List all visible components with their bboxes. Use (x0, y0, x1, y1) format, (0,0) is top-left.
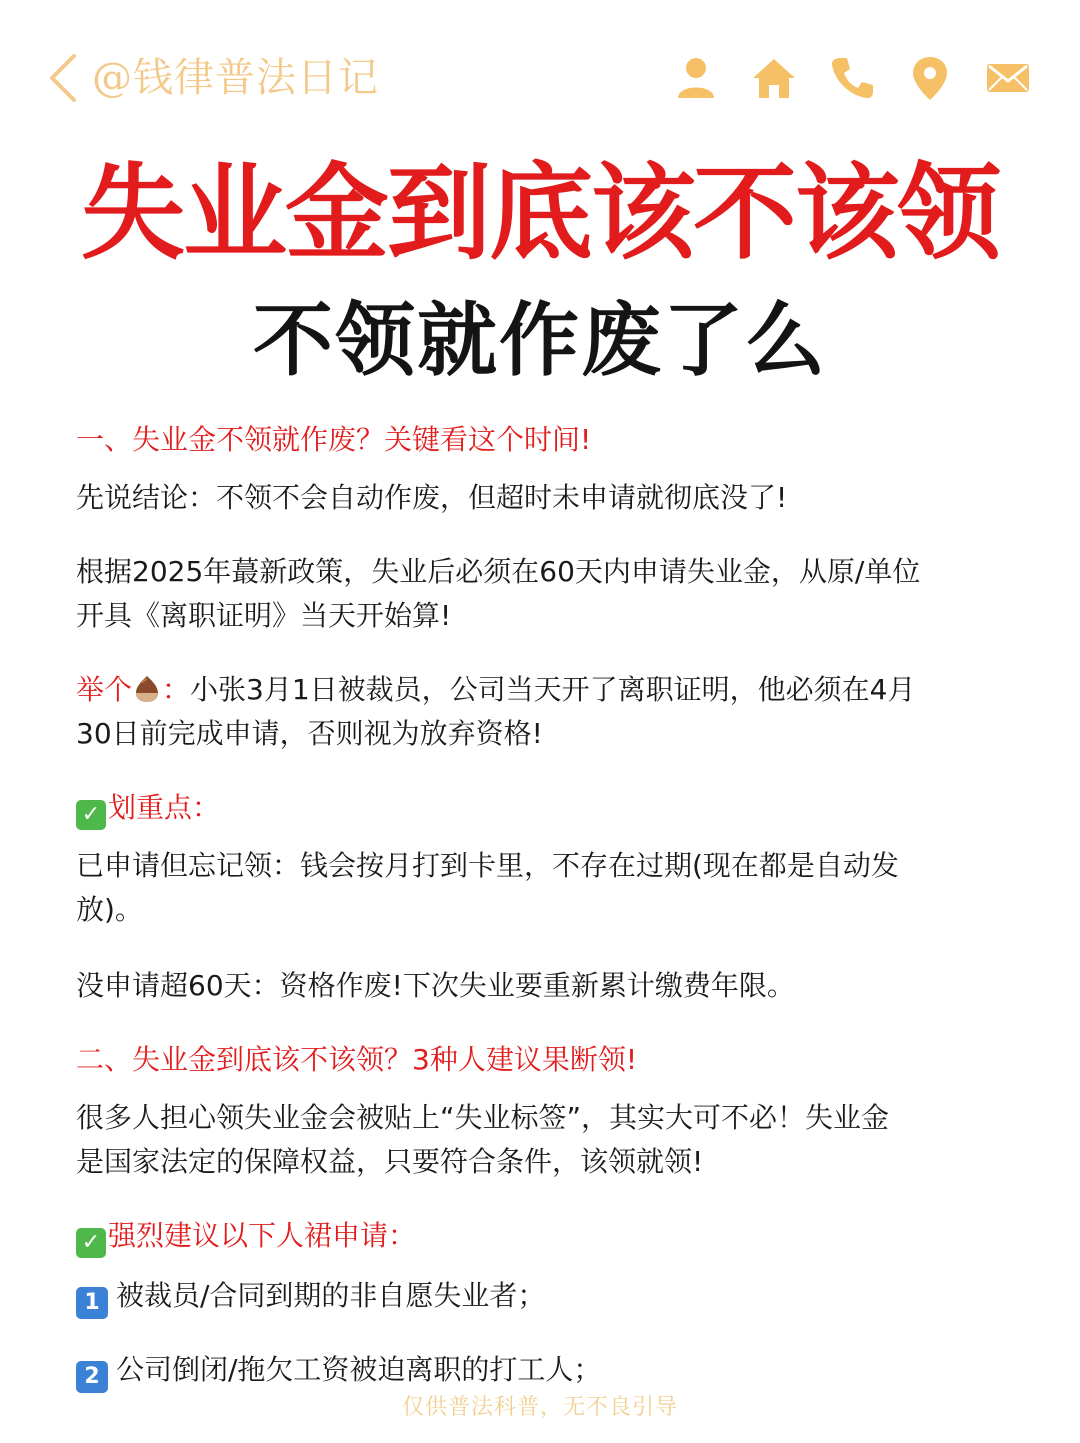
intro-line1: 很多人担心领失业金会被贴上“失业标签”，其实大可不必！失业金 (76, 1101, 890, 1134)
keycap-1-icon: 1 (76, 1287, 108, 1319)
section1-heading: 一、失业金不领就作废？关键看这个时间! (76, 423, 592, 456)
mail-icon[interactable] (984, 54, 1032, 102)
keypoint-heading (76, 786, 1026, 830)
list-item-text: 被裁员/合同到期的非自愿失业者； (116, 1279, 546, 1312)
example-label: 举个 (76, 673, 133, 706)
example-line2: 30日前完成申请，否则视为放弃资格! (76, 717, 543, 750)
sub-title: 不领就作废了么 (253, 293, 827, 387)
check-icon: ✓ (76, 800, 106, 830)
disclaimer-note: 仅供普法科普，无不良引导 (401, 1395, 678, 1420)
main-title: 失业金到底该不该领 (80, 151, 999, 274)
account-handle: @钱律普法日记 (92, 55, 379, 101)
policy-text-line2: 开具《离职证明》当天开始算! (76, 599, 452, 632)
chestnut-icon (132, 674, 162, 704)
home-icon[interactable] (750, 54, 798, 102)
example-line1 (76, 668, 1026, 712)
person-icon[interactable] (672, 54, 720, 102)
keypoint-label: 划重点： (108, 791, 221, 824)
example-colon: ： (162, 673, 191, 706)
conclusion-text: 先说结论：不领不会自动作废，但超时未申请就彻底没了! (76, 481, 788, 514)
list-item (76, 1274, 1026, 1319)
list-item-text: 公司倒闭/拖欠工资被迫离职的打工人； (116, 1353, 602, 1386)
location-pin-icon[interactable] (906, 54, 954, 102)
header-icon-row (672, 52, 1032, 104)
point2-text: 没申请超60天：资格作废!下次失业要重新累计缴费年限。 (76, 969, 795, 1002)
recommend-heading (76, 1214, 1026, 1258)
check-icon: ✓ (76, 1228, 106, 1258)
intro-line2: 是国家法定的保障权益，只要符合条件，该领就领! (76, 1145, 704, 1178)
section2-heading: 二、失业金到底该不该领？3种人建议果断领! (76, 1043, 638, 1076)
phone-icon[interactable] (828, 54, 876, 102)
recommend-label: 强烈建议以下人裙申请： (108, 1219, 417, 1252)
point1-line2: 放)。 (76, 893, 143, 926)
example-text-1: 小张3月1日被裁员，公司当天开了离职证明，他必须在4月 (190, 673, 916, 706)
list-item (76, 1348, 1026, 1393)
policy-text-line1: 根据2025年蕞新政策，失业后必须在60天内申请失业金，从原/单位 (76, 555, 921, 588)
top-bar (0, 0, 1080, 150)
keycap-2-icon: 2 (76, 1361, 108, 1393)
back-chevron-icon[interactable] (44, 50, 84, 106)
point1-line1: 已申请但忘记领：钱会按月打到卡里，不存在过期(现在都是自动发 (76, 849, 899, 882)
